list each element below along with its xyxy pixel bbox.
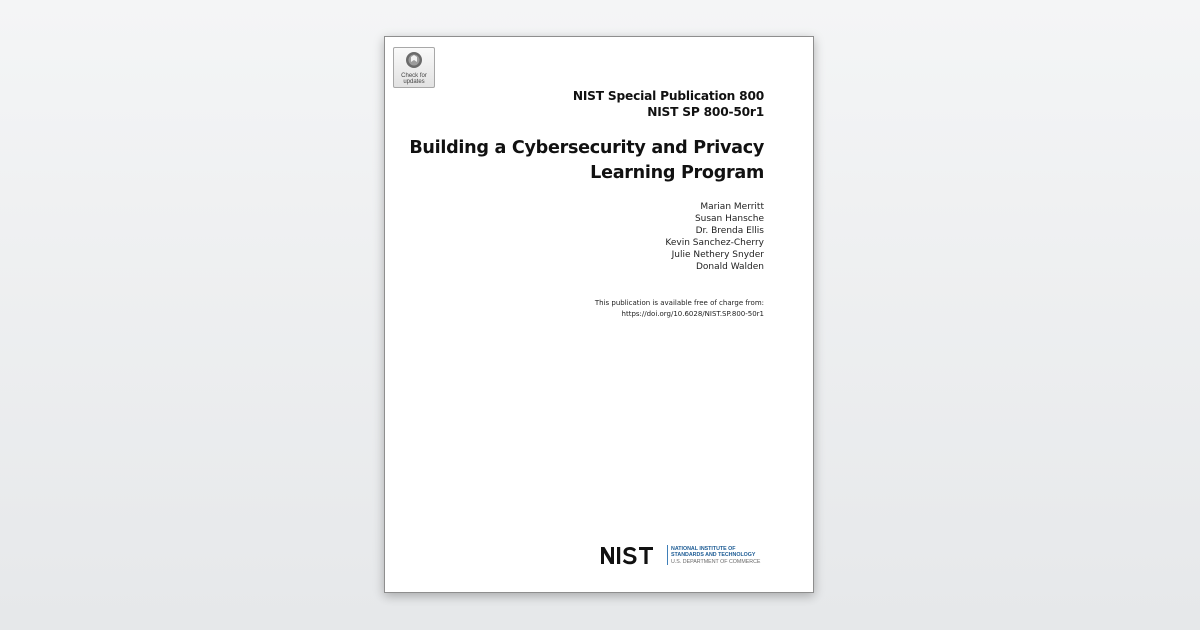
logo-divider xyxy=(667,545,668,565)
check-for-updates-icon xyxy=(404,51,424,73)
publication-number: NIST SP 800-50r1 xyxy=(647,105,764,119)
series-name: NIST Special Publication 800 xyxy=(572,89,764,103)
document-cover-page xyxy=(384,36,814,593)
author-name: Donald Walden xyxy=(695,262,764,272)
logo-line-3: U.S. DEPARTMENT OF COMMERCE xyxy=(671,558,761,565)
check-for-updates-badge[interactable] xyxy=(393,47,435,88)
author-name: Marian Merritt xyxy=(700,202,764,212)
series-block xyxy=(573,88,764,120)
availability-notice xyxy=(595,298,764,320)
author-name: Susan Hansche xyxy=(694,214,764,224)
logo-agency-text xyxy=(671,546,760,565)
nist-logo xyxy=(600,543,770,569)
nist-wordmark-icon xyxy=(600,545,666,565)
badge-label-line2: updates xyxy=(403,79,425,85)
badge-label-line1: Check for xyxy=(401,73,427,79)
author-name: Dr. Brenda Ellis xyxy=(695,226,764,236)
author-list xyxy=(665,201,764,273)
title-line-1: Building a Cybersecurity and Privacy xyxy=(409,138,764,158)
document-title xyxy=(409,136,764,186)
logo-line-2: STANDARDS AND TECHNOLOGY xyxy=(671,552,756,559)
author-name: Julie Nethery Snyder xyxy=(671,250,764,260)
availability-text: This publication is available free of charge from: xyxy=(594,299,764,307)
logo-line-1: NATIONAL INSTITUTE OF xyxy=(671,546,736,552)
doi-link[interactable]: https://doi.org/10.6028/NIST.SP.800-50r1 xyxy=(621,310,764,318)
author-name: Kevin Sanchez-Cherry xyxy=(665,238,764,248)
title-line-2: Learning Program xyxy=(590,163,764,183)
